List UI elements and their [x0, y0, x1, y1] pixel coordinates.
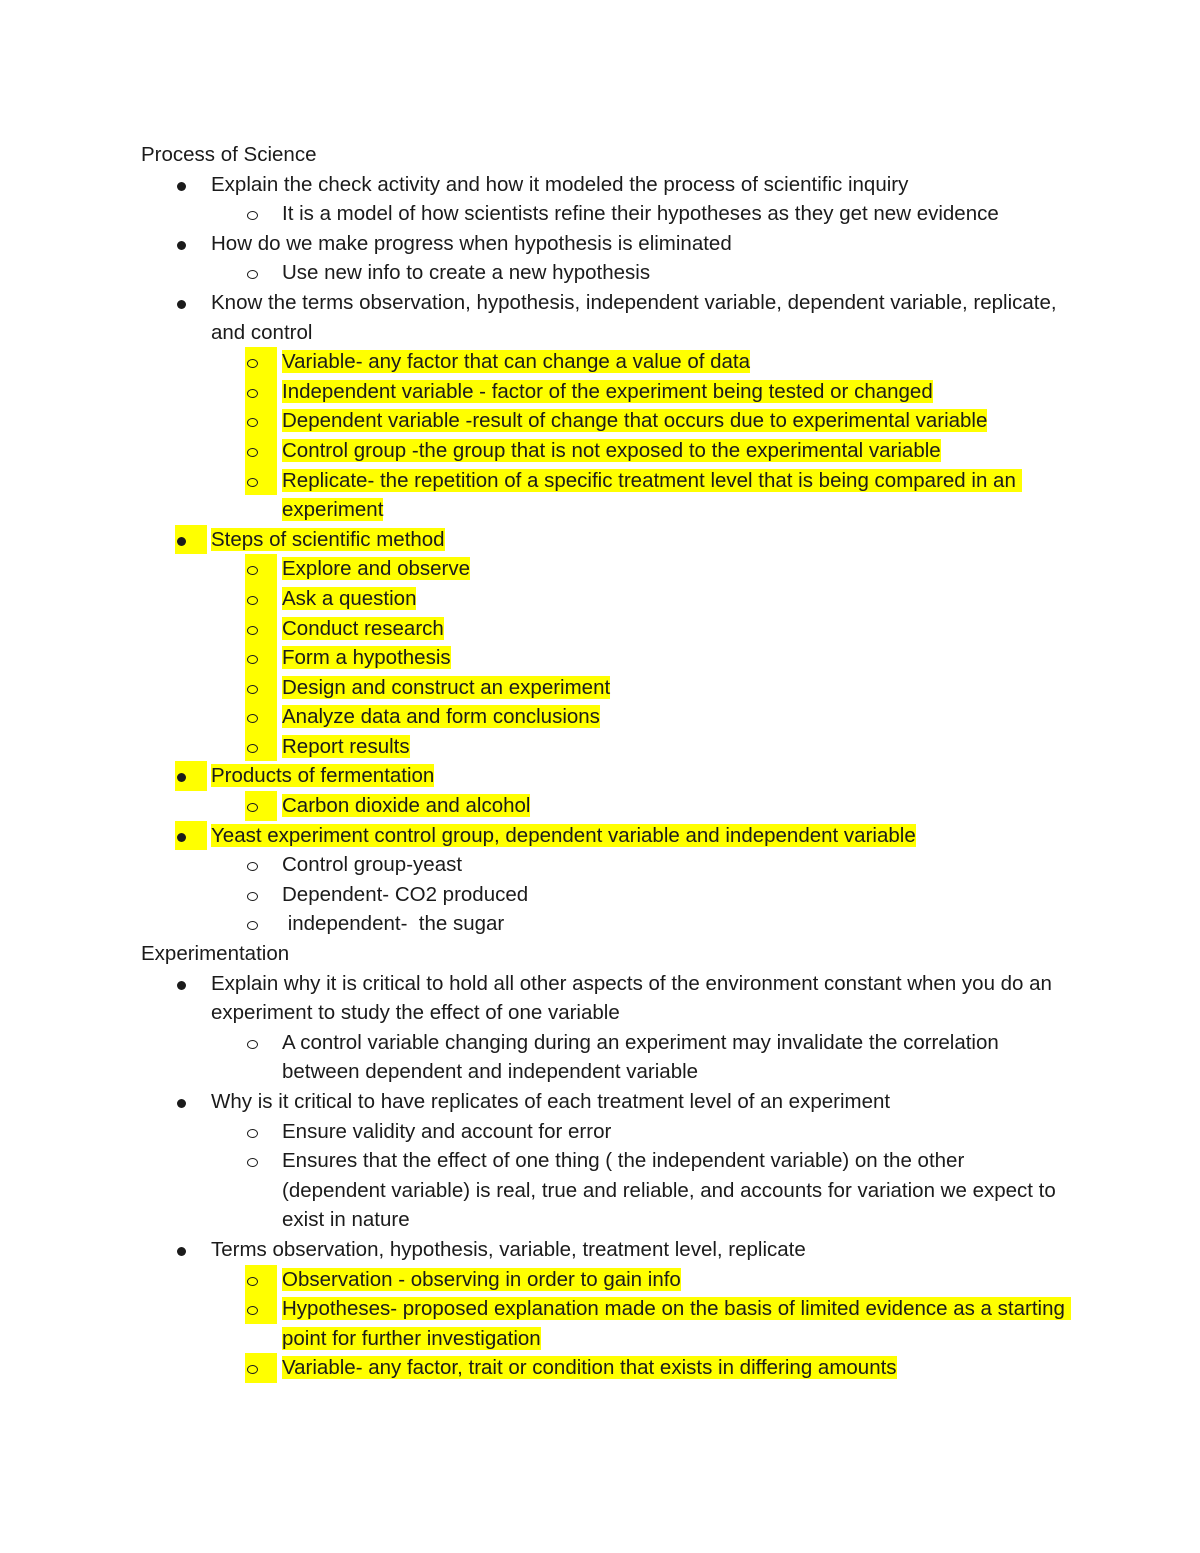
sub-bullet-item-text: Analyze data and form conclusions	[282, 705, 600, 729]
bullet-item	[141, 525, 1071, 555]
bullet-item-text: Products of fermentation	[211, 764, 435, 788]
sub-bullet-item-text: Report results	[282, 734, 410, 758]
sub-bullet-item	[141, 791, 1071, 821]
bullet-circle-icon	[245, 1294, 277, 1324]
sub-bullet-item-text: Hypotheses- proposed explanation made on the basis of limited evidence as a starting point for further investigation	[282, 1297, 1071, 1350]
bullet-item-text: Explain why it is critical to hold all other aspects of the environment constant when you do an experiment to study the effect of one variable	[211, 971, 1052, 1025]
bullet-disc-icon	[177, 969, 186, 999]
bullet-circle-icon	[245, 466, 277, 496]
sub-bullet-item-text: independent- the sugar	[282, 912, 505, 936]
sub-bullet-item-text: Variable- any factor that can change a value of data	[282, 350, 751, 374]
sub-bullet-item-text: Independent variable - factor of the experiment being tested or changed	[282, 379, 933, 403]
bullet-circle-icon	[247, 199, 258, 229]
sub-bullet-item	[141, 436, 1071, 466]
sub-bullet-item	[141, 466, 1071, 525]
bullet-circle-icon	[245, 1353, 277, 1383]
sub-bullet-item-text: Dependent- CO2 produced	[282, 882, 529, 906]
bullet-circle-icon	[245, 643, 277, 673]
section-heading: Experimentation	[141, 942, 290, 966]
bullet-circle-icon	[247, 850, 258, 880]
sub-bullet-item-text: Design and construct an experiment	[282, 675, 611, 699]
sub-bullet-item-text: Form a hypothesis	[282, 646, 451, 670]
bullet-item-text: Know the terms observation, hypothesis, independent variable, dependent variable, replicate, and control	[211, 290, 1057, 344]
bullet-circle-icon	[245, 791, 277, 821]
sub-bullet-item	[141, 880, 1071, 910]
bullet-item-text: Explain the check activity and how it modeled the process of scientific inquiry	[211, 172, 909, 196]
bullet-disc-icon	[175, 525, 207, 555]
bullet-item-text: How do we make progress when hypothesis is eliminated	[211, 231, 732, 255]
bullet-circle-icon	[245, 554, 277, 584]
sub-bullet-item	[141, 406, 1071, 436]
bullet-circle-icon	[245, 406, 277, 436]
sub-bullet-item	[141, 584, 1071, 614]
sub-bullet-item	[141, 850, 1071, 880]
sub-bullet-item-text: Conduct research	[282, 616, 444, 640]
bullet-disc-icon	[177, 288, 186, 318]
sub-bullet-item	[141, 673, 1071, 703]
bullet-disc-icon	[177, 1235, 186, 1265]
bullet-item	[141, 288, 1071, 347]
sub-bullet-item-text: Control group-yeast	[282, 853, 463, 877]
sub-bullet-item-text: Ensures that the effect of one thing ( the independent variable) on the other (dependent variable) is real, true and reliable, and accounts for variation we expect to exist in nature	[282, 1149, 1062, 1232]
sub-bullet-item	[141, 614, 1071, 644]
sub-bullet-item-text: Ask a question	[282, 586, 417, 610]
bullet-circle-icon	[245, 702, 277, 732]
sub-bullet-item	[141, 702, 1071, 732]
bullet-item	[141, 1087, 1071, 1117]
sub-bullet-item	[141, 377, 1071, 407]
bullet-circle-icon	[245, 732, 277, 762]
bullet-circle-icon	[245, 377, 277, 407]
sub-bullet-item-text: Control group -the group that is not exposed to the experimental variable	[282, 438, 941, 462]
section-heading: Process of Science	[141, 143, 317, 166]
bullet-circle-icon	[247, 1117, 258, 1147]
bullet-item	[141, 170, 1071, 200]
bullet-circle-icon	[245, 614, 277, 644]
sub-bullet-item	[141, 1294, 1071, 1353]
bullet-item	[141, 969, 1071, 1028]
sub-bullet-item-text: Ensure validity and account for error	[282, 1119, 612, 1143]
bullet-item-text: Terms observation, hypothesis, variable, treatment level, replicate	[211, 1237, 806, 1261]
bullet-disc-icon	[175, 821, 207, 851]
sub-bullet-item	[141, 643, 1071, 673]
bullet-item-text: Steps of scientific method	[211, 527, 445, 551]
bullet-circle-icon	[245, 1265, 277, 1295]
document-body	[141, 140, 1071, 1383]
bullet-circle-icon	[245, 436, 277, 466]
bullet-item	[141, 821, 1071, 851]
bullet-circle-icon	[247, 1028, 258, 1058]
bullet-disc-icon	[177, 229, 186, 259]
bullet-item	[141, 229, 1071, 259]
sub-bullet-item	[141, 909, 1071, 939]
sub-bullet-item	[141, 1265, 1071, 1295]
sub-bullet-item	[141, 1028, 1071, 1087]
bullet-circle-icon	[247, 909, 258, 939]
bullet-item	[141, 1235, 1071, 1265]
bullet-circle-icon	[247, 880, 258, 910]
bullet-circle-icon	[245, 584, 277, 614]
bullet-circle-icon	[247, 258, 258, 288]
bullet-item	[141, 761, 1071, 791]
bullet-disc-icon	[177, 170, 186, 200]
sub-bullet-item-text: Variable- any factor, trait or condition that exists in differing amounts	[282, 1356, 897, 1380]
sub-bullet-item-text: Use new info to create a new hypothesis	[282, 261, 651, 285]
sub-bullet-item	[141, 199, 1071, 229]
sub-bullet-item-text: Explore and observe	[282, 557, 471, 581]
sub-bullet-item-text: Carbon dioxide and alcohol	[282, 794, 531, 818]
sub-bullet-item-text: Dependent variable -result of change that occurs due to experimental variable	[282, 409, 988, 433]
bullet-circle-icon	[245, 347, 277, 377]
sub-bullet-item-text: It is a model of how scientists refine their hypotheses as they get new evidence	[282, 202, 999, 226]
sub-bullet-item	[141, 258, 1071, 288]
sub-bullet-item	[141, 1117, 1071, 1147]
sub-bullet-item	[141, 732, 1071, 762]
bullet-item-text: Yeast experiment control group, dependent variable and independent variable	[211, 823, 916, 847]
bullet-disc-icon	[175, 761, 207, 791]
sub-bullet-item-text: A control variable changing during an experiment may invalidate the correlation between dependent and independent variable	[282, 1030, 1005, 1084]
sub-bullet-item	[141, 1146, 1071, 1235]
sub-bullet-item	[141, 1353, 1071, 1383]
bullet-circle-icon	[245, 673, 277, 703]
sub-bullet-item-text: Replicate- the repetition of a specific treatment level that is being compared in an experiment	[282, 468, 1022, 522]
bullet-circle-icon	[247, 1146, 258, 1176]
sub-bullet-item	[141, 347, 1071, 377]
sub-bullet-item-text: Observation - observing in order to gain info	[282, 1267, 681, 1291]
bullet-item-text: Why is it critical to have replicates of each treatment level of an experiment	[211, 1090, 891, 1113]
bullet-disc-icon	[177, 1087, 186, 1117]
sub-bullet-item	[141, 554, 1071, 584]
